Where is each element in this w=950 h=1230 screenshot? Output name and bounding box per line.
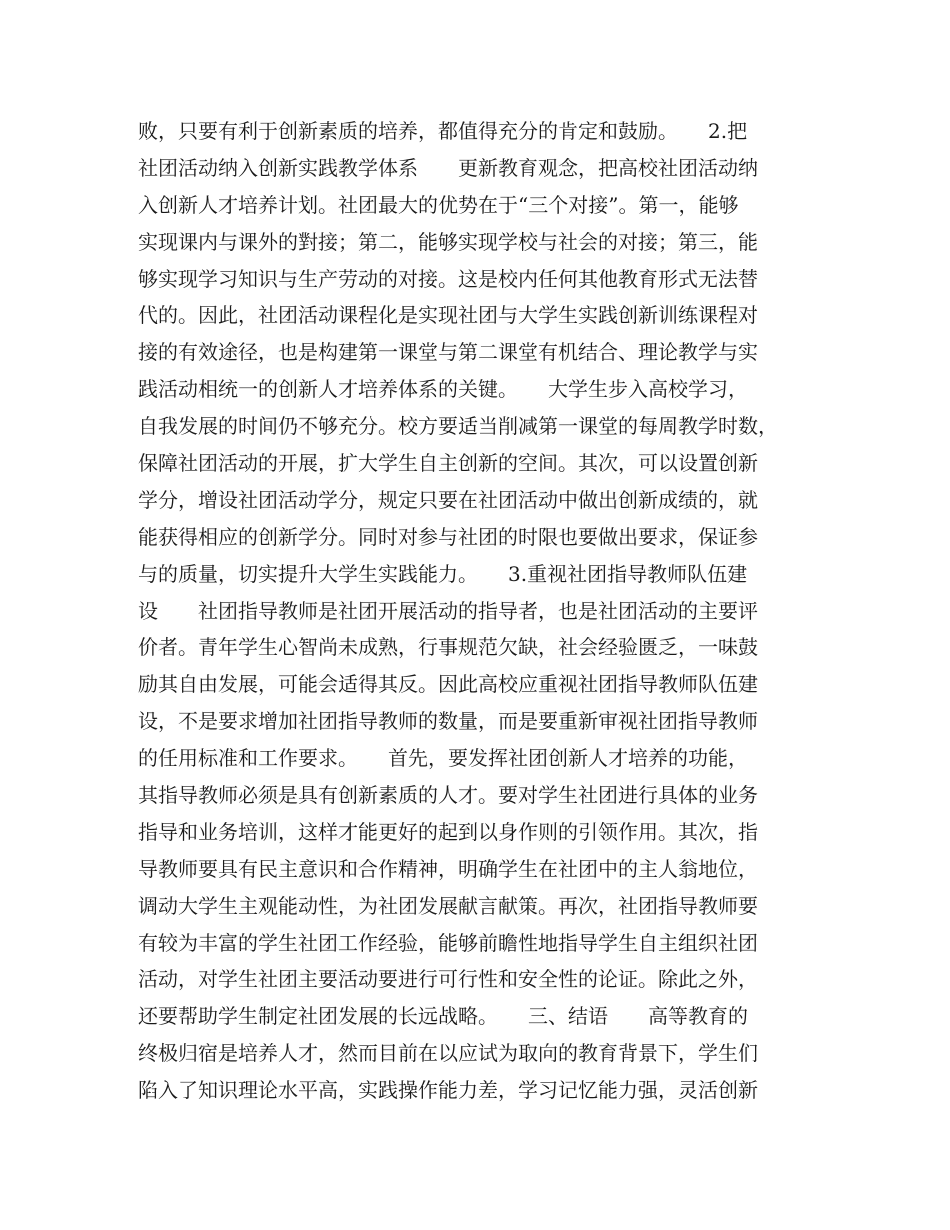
text-line: 与的质量，切实提升大学生实践能力。 3.重视社团指导教师队伍建 — [138, 561, 748, 586]
text-line: 指导和业务培训，这样才能更好的起到以身作则的引领作用。其次，指 — [138, 819, 758, 844]
text-line: 导教师要具有民主意识和合作精神，明确学生在社团中的主人翁地位， — [138, 856, 758, 881]
text-line: 其指导教师必须是具有创新素质的人才。要对学生社团进行具体的业务 — [138, 783, 758, 808]
article-body — [138, 113, 818, 1109]
text-line: 陷入了知识理论水平高，实践操作能力差，学习记忆能力强，灵活创新 — [138, 1078, 758, 1103]
text-line: 败，只要有利于创新素质的培养，都值得充分的肯定和鼓励。 2.把 — [138, 119, 748, 143]
text-line: 设 社团指导教师是社团开展活动的指导者，也是社团活动的主要评 — [138, 598, 758, 623]
text-line: 够实现学习知识与生产劳动的对接。这是校内任何其他教育形式无法替 — [138, 266, 758, 291]
text-line: 践活动相统一的创新人才培养体系的关键。 大学生步入高校学习， — [138, 377, 748, 402]
text-line: 终极归宿是培养人才，然而目前在以应试为取向的教育背景下，学生们 — [138, 1041, 758, 1066]
text-line: 能获得相应的创新学分。同时对参与社团的时限也要做出要求，保证参 — [138, 524, 758, 549]
text-line: 社团活动纳入创新实践教学体系 更新教育观念，把高校社团活动纳 — [138, 155, 758, 180]
text-line: 代的。因此，社团活动课程化是实现社团与大学生实践创新训练课程对 — [138, 303, 758, 328]
text-line: 有较为丰富的学生社团工作经验，能够前瞻性地指导学生自主组织社团 — [138, 930, 758, 955]
text-line: 实现课内与课外的對接；第二，能够实现学校与社会的对接；第三，能 — [138, 229, 758, 254]
text-line: 保障社团活动的开展，扩大学生自主创新的空间。其次，可以设置创新 — [138, 451, 758, 476]
text-line: 学分，增设社团活动学分，规定只要在社团活动中做出创新成绩的，就 — [138, 487, 758, 512]
text-line: 入创新人才培养计划。社团最大的优势在于“三个对接”。第一，能够 — [138, 192, 739, 217]
text-line: 调动大学生主观能动性，为社团发展献言献策。再次，社团指导教师要 — [138, 893, 758, 918]
text-line: 励其自由发展，可能会适得其反。因此高校应重视社团指导教师队伍建 — [138, 672, 758, 697]
text-line: 价者。青年学生心智尚未成熟，行事规范欠缺，社会经验匮乏，一味鼓 — [138, 635, 758, 660]
text-line: 接的有效途径，也是构建第一课堂与第二课堂有机结合、理论教学与实 — [138, 340, 758, 365]
text-line: 还要帮助学生制定社团发展的长远战略。 三、结语 高等教育的 — [138, 1004, 748, 1029]
text-line: 自我发展的时间仍不够充分。校方要适当削减第一课堂的每周教学时数， — [138, 414, 778, 439]
text-line: 活动，对学生社团主要活动要进行可行性和安全性的论证。除此之外， — [138, 967, 758, 992]
text-line: 的任用标准和工作要求。 首先，要发挥社团创新人才培养的功能， — [138, 746, 748, 771]
text-line: 设，不是要求增加社团指导教师的数量，而是要重新审视社团指导教师 — [138, 709, 758, 734]
